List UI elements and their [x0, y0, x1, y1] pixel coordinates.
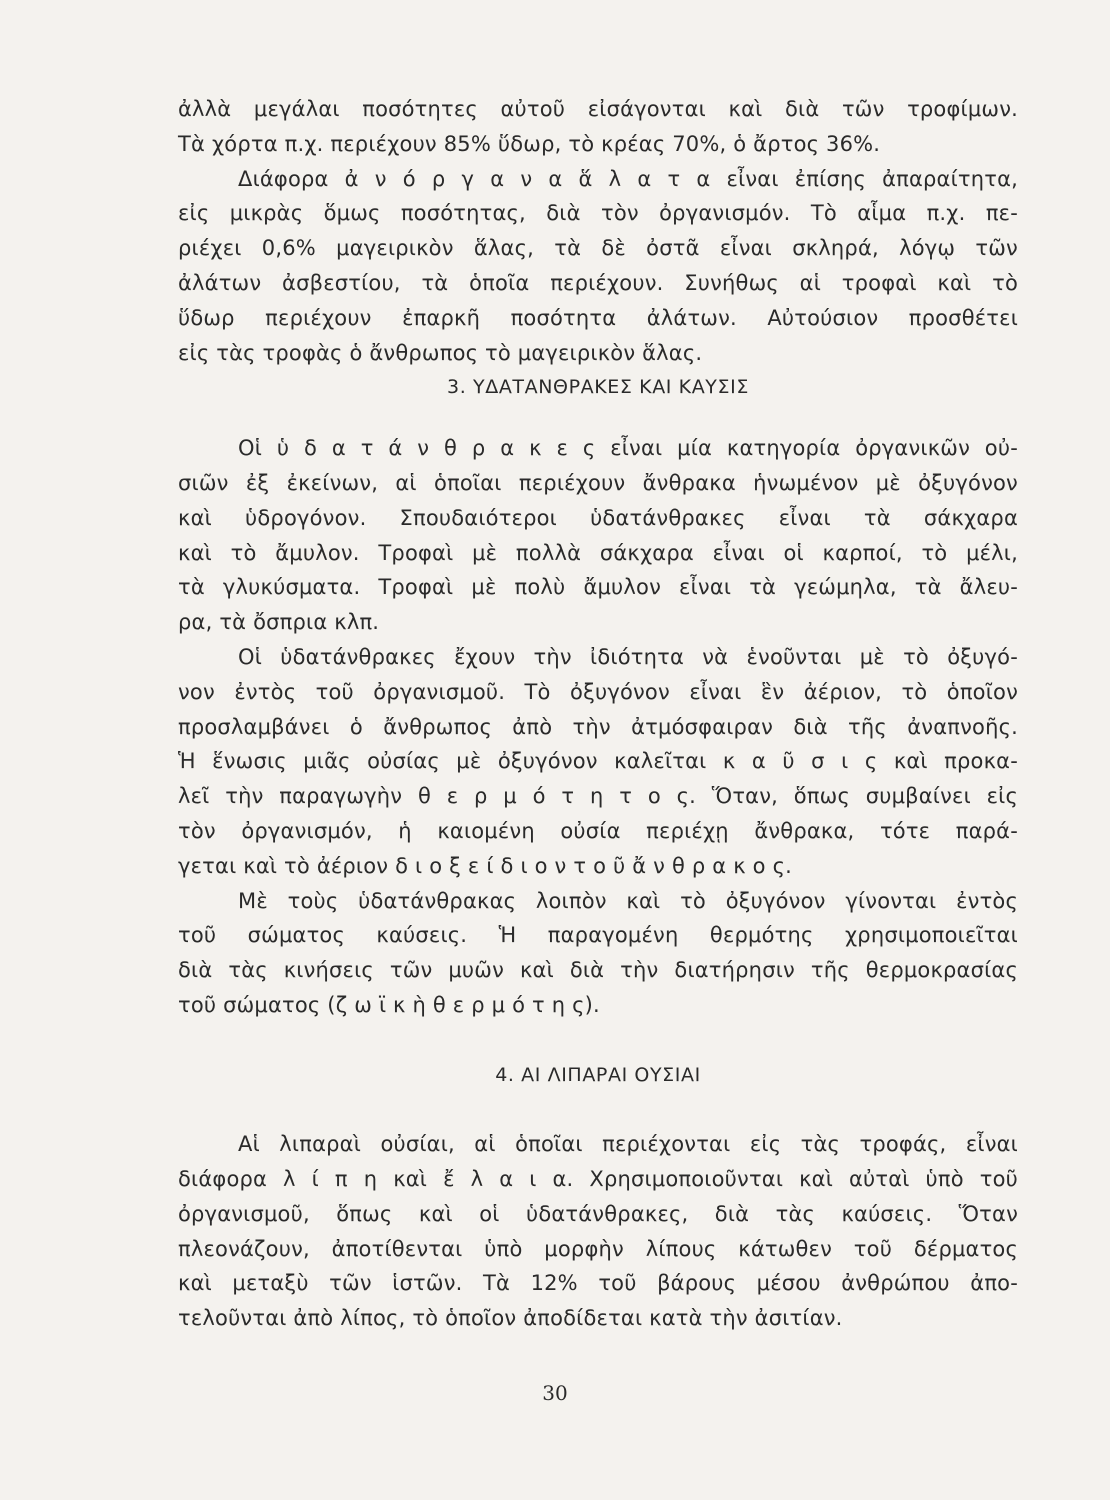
text-line: Οἱ ὑ δ α τ ά ν θ ρ α κ ε ς εἶναι μία κατηγορία ὀργανικῶν οὐ-	[238, 436, 1018, 461]
text-line: σιῶν ἐξ ἐκείνων, αἱ ὁποῖαι περιέχουν ἄνθρακα ἡνωμένον μὲ ὀξυγόνον	[178, 470, 1018, 495]
text-line: Αἱ λιπαραὶ οὐσίαι, αἱ ὁποῖαι περιέχονται εἰς τὰς τροφάς, εἶναι	[238, 1132, 1018, 1157]
text-line: διάφορα λ ί π η καὶ ἔ λ α ι α. Χρησιμοποιοῦνται καὶ αὐταὶ ὑπὸ τοῦ	[178, 1166, 1018, 1191]
text-line: ἀλλὰ μεγάλαι ποσότητες αὐτοῦ εἰσάγονται καὶ διὰ τῶν τροφίμων.	[178, 97, 1018, 121]
text-line: ρα, τὰ ὄσπρια κλπ.	[178, 610, 380, 635]
text-line: Ἡ ἕνωσις μιᾶς οὐσίας μὲ ὀξυγόνον καλεῖται κ α ῦ σ ι ς καὶ προκα-	[178, 749, 1018, 774]
text-line: πλεονάζουν, ἀποτίθενται ὑπὸ μορφὴν λίπους κάτωθεν τοῦ δέρματος	[178, 1236, 1018, 1261]
text-line: γεται καὶ τὸ ἀέριον δ ι ο ξ ε ί δ ι ο ν τ ο ῦ ἄ ν θ ρ α κ ο ς.	[178, 853, 792, 878]
page-body	[178, 92, 1018, 1336]
text-line: ριέχει 0,6% μαγειρικὸν ἅλας, τὰ δὲ ὀστᾶ εἶναι σκληρά, λόγῳ τῶν	[178, 236, 1018, 261]
section-heading-carbohydrates: 3. ΥΔΑΤΑΝΘΡΑΚΕΣ ΚΑΙ ΚΑΥΣΙΣ	[447, 376, 749, 399]
text-line: τοῦ σώματος (ζ ω ϊ κ ὴ θ ε ρ μ ό τ η ς).	[178, 992, 600, 1017]
text-line: ὀργανισμοῦ, ὅπως καὶ οἱ ὑδατάνθρακες, διὰ τὰς καύσεις. Ὅταν	[178, 1201, 1018, 1226]
text-line: Οἱ ὑδατάνθρακες ἔχουν τὴν ἰδιότητα νὰ ἑνοῦνται μὲ τὸ ὀξυγό-	[238, 644, 1018, 669]
text-line: καὶ τὸ ἄμυλον. Τροφαὶ μὲ πολλὰ σάκχαρα εἶναι οἱ καρποί, τὸ μέλι,	[178, 540, 1018, 565]
text-line: Μὲ τοὺς ὑδατάνθρακας λοιπὸν καὶ τὸ ὀξυγόνον γίνονται ἐντὸς	[238, 888, 1018, 913]
text-line: τὰ γλυκύσματα. Τροφαὶ μὲ πολὺ ἄμυλον εἶναι τὰ γεώμηλα, τὰ ἄλευ-	[178, 575, 1018, 600]
text-line: τελοῦνται ἀπὸ λίπος, τὸ ὁποῖον ἀποδίδεται κατὰ τὴν ἀσιτίαν.	[178, 1306, 843, 1331]
text-line: τοῦ σώματος καύσεις. Ἡ παραγομένη θερμότης χρησιμοποιεῖται	[178, 923, 1018, 948]
text-line: καὶ ὑδρογόνον. Σπουδαιότεροι ὑδατάνθρακες εἶναι τὰ σάκχαρα	[178, 505, 1018, 530]
text-line: τὸν ὀργανισμόν, ἡ καιομένη οὐσία περιέχῃ ἄνθρακα, τότε παρά-	[178, 818, 1018, 843]
heading-gap	[178, 405, 1018, 431]
text-line: λεῖ τὴν παραγωγὴν θ ε ρ μ ό τ η τ ο ς. Ὅταν, ὅπως συμβαίνει εἰς	[178, 784, 1018, 809]
text-line: Διάφορα ἀ ν ό ρ γ α ν α ἅ λ α τ α εἶναι ἐπίσης ἀπαραίτητα,	[238, 166, 1018, 191]
text-line: νον ἐντὸς τοῦ ὀργανισμοῦ. Τὸ ὀξυγόνον εἶναι ἓν ἀέριον, τὸ ὁποῖον	[178, 679, 1018, 704]
text-line: Τὰ χόρτα π.χ. περιέχουν 85% ὕδωρ, τὸ κρέας 70%, ὁ ἄρτος 36%.	[178, 131, 881, 156]
section-heading-fats: 4. ΑΙ ΛΙΠΑΡΑΙ ΟΥΣΙΑΙ	[495, 1063, 701, 1086]
text-line: ἀλάτων ἀσβεστίου, τὰ ὁποῖα περιέχουν. Συνήθως αἱ τροφαὶ καὶ τὸ	[178, 270, 1018, 295]
page-number: 30	[542, 1381, 568, 1405]
text-line: καὶ μεταξὺ τῶν ἱστῶν. Τὰ 12% τοῦ βάρους μέσου ἀνθρώπου ἀπο-	[178, 1271, 1018, 1296]
heading-gap	[178, 1092, 1018, 1127]
text-line: ὕδωρ περιέχουν ἐπαρκῆ ποσότητα ἀλάτων. Αὐτούσιον προσθέτει	[178, 305, 1018, 330]
text-line: προσλαμβάνει ὁ ἄνθρωπος ἀπὸ τὴν ἀτμόσφαιραν διὰ τῆς ἀναπνοῆς.	[178, 714, 1018, 739]
text-line: εἰς μικρὰς ὅμως ποσότητας, διὰ τὸν ὀργανισμόν. Τὸ αἷμα π.χ. πε-	[178, 201, 1018, 226]
text-line: εἰς τὰς τροφὰς ὁ ἄνθρωπος τὸ μαγειρικὸν ἅλας.	[178, 340, 703, 365]
heading-gap	[178, 1023, 1018, 1058]
text-line: διὰ τὰς κινήσεις τῶν μυῶν καὶ διὰ τὴν διατήρησιν τῆς θερμοκρασίας	[178, 958, 1018, 983]
